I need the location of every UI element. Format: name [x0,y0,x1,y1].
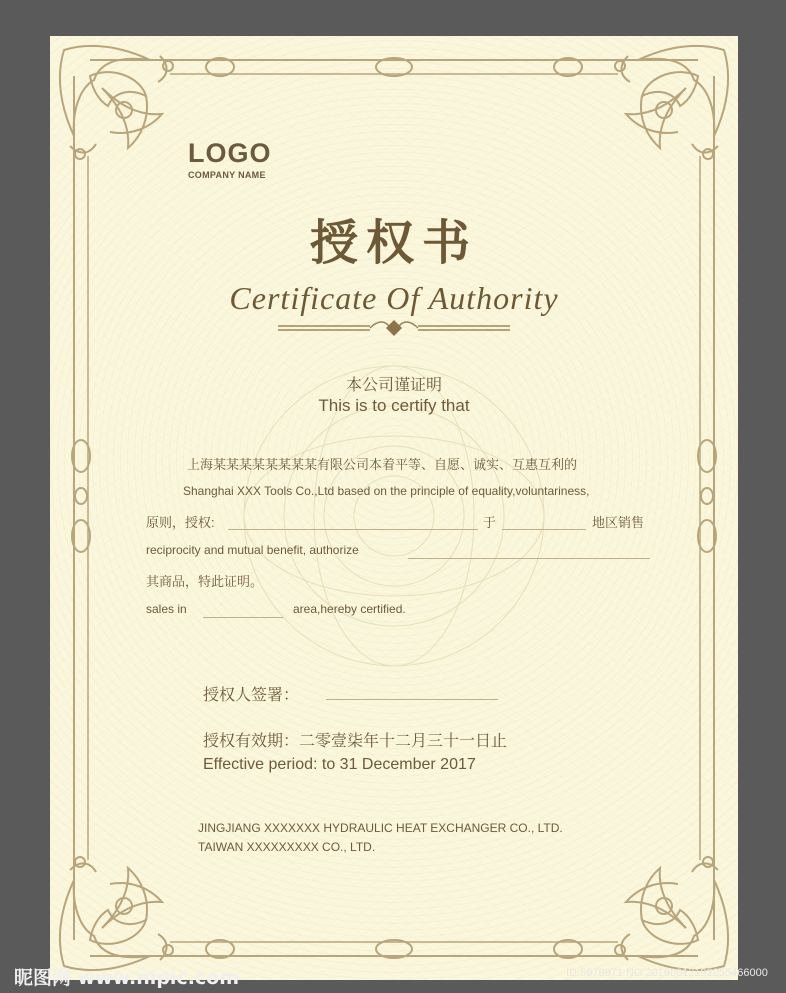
logo-company-name: COMPANY NAME [188,170,266,180]
intro-chinese: 本公司谨证明 [345,377,442,394]
ornamental-frame [50,36,738,980]
sales-area-blank[interactable] [203,617,283,618]
watermark-site: 昵图网 www.nipic.com [14,967,240,989]
company-line-2: TAIWAN XXXXXXXXX CO., LTD. [198,840,376,854]
intro-english: This is to certify that [318,396,470,415]
certificate-paper [50,36,738,980]
region-blank[interactable] [502,529,586,530]
company-logo [188,138,288,180]
signature-blank[interactable] [326,699,498,700]
body-line3-english-start: sales in [146,602,187,616]
logo-text: LOGO [188,138,272,168]
body-line2-chinese-start: 原则，授权: [146,515,215,530]
title-chinese: 授权书 [309,215,478,271]
authorized-party-blank[interactable] [228,529,478,530]
title-english: Certificate Of Authority [229,280,559,316]
watermark-id: ID:5978971 NO:20160812192255466000 [566,967,768,979]
company-line-1: JINGJIANG XXXXXXX HYDRAULIC HEAT EXCHANGER CO., LTD. [198,821,563,835]
body-line2-english: reciprocity and mutual benefit, authorize [146,543,359,557]
body-line2-chinese-end: 地区销售 [592,515,645,530]
body-line2-chinese-at: 于 [483,515,497,530]
body-line1-english: Shanghai XXX Tools Co.,Ltd based on the principle of equality,voluntariness, [183,484,590,498]
authorize-english-blank[interactable] [408,558,650,559]
title-divider-ornament [278,318,510,338]
body-line1-chinese: 上海某某某某某某某某有限公司本着平等、自愿、诚实、互惠互利的 [187,457,578,472]
watermark-bar [0,958,786,993]
validity-english: Effective period: to 31 December 2017 [203,756,476,773]
body-line3-chinese: 其商品，特此证明。 [146,574,264,589]
validity-chinese: 授权有效期：二零壹柒年十二月三十一日止 [203,733,508,750]
body-line3-english-end: area,hereby certified. [293,602,406,616]
signature-label: 授权人签署： [203,687,300,704]
